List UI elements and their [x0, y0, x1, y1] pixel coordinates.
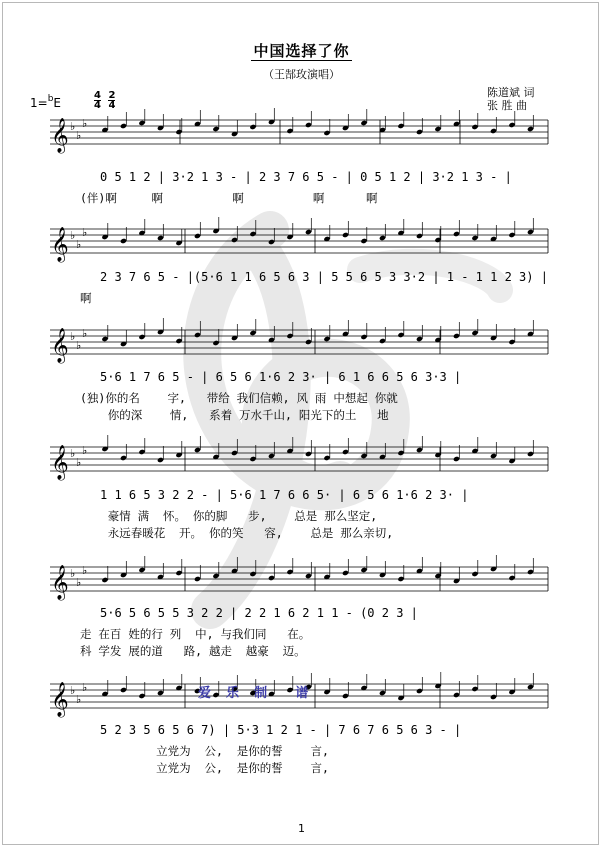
flat-icon: ♭: [82, 226, 88, 239]
jianpu-line-6: 5 2 3 5 6 5 6 7) | 5·3 1 2 1 - | 7 6 7 6 5 6 3 - |: [100, 723, 462, 737]
key-signature: 1=$^b$E: [30, 94, 62, 110]
song-title: 中国选择了你: [253, 42, 350, 60]
jianpu-line-5: 5·6 5 6 5 5 3 2 2 | 2 2 1 6 2 1 1 - (0 2 3 |: [100, 606, 418, 620]
lyric-line: 科 学发 展的道 路, 越走 越豪 迈。: [80, 644, 306, 658]
staff-2: [50, 217, 548, 263]
page-number: 1: [298, 822, 305, 835]
treble-clef-icon: 𝄞: [51, 118, 69, 153]
flat-icon: ♭: [82, 117, 88, 130]
flat-icon: ♭: [70, 330, 76, 343]
flat-icon: ♭: [76, 576, 82, 589]
publisher-stamp: 爱 乐 制 谱: [198, 686, 311, 701]
flat-icon: ♭: [82, 444, 88, 457]
flat-icon: ♭: [76, 693, 82, 706]
treble-clef-icon: 𝄞: [51, 227, 69, 262]
time-signature: $\frac{4}{4}$ $\frac{2}{4}$: [94, 90, 116, 111]
flat-icon: ♭: [76, 339, 82, 352]
jianpu-line-2: 2 3 7 6 5 - |(5·6 1 1 6 5 6 3 | 5 5 6 5 3 3·2 | 1 - 1 1 2 3) |: [100, 270, 548, 284]
lyricist-credit: 陈道斌 词: [487, 86, 535, 99]
treble-clef-icon: 𝄞: [51, 682, 69, 717]
staff-5: [50, 555, 548, 601]
staff-3: [50, 318, 548, 364]
treble-clef-icon: 𝄞: [51, 445, 69, 480]
jianpu-line-4: 1 1 6 5 3 2 2 - | 5·6 1 7 6 6 5· | 6 5 6 1·6 2 3· |: [100, 488, 469, 502]
flat-icon: ♭: [82, 681, 88, 694]
lyric-line: 立党为 公, 是你的誓 言,: [80, 761, 329, 775]
jianpu-line-3: 5·6 1 7 6 5 - | 6 5 6 1·6 2 3· | 6 1 6 6 5 6 3·3 |: [100, 370, 462, 384]
flat-icon: ♭: [70, 567, 76, 580]
lyric-line: 豪情 满 怀。 你的脚 步, 总是 那么坚定,: [80, 509, 378, 523]
treble-clef-icon: 𝄞: [51, 328, 69, 363]
lyric-line: (伴)啊 啊 啊 啊 啊: [80, 191, 378, 205]
lyric-line: 立党为 公, 是你的誓 言,: [80, 744, 329, 758]
flat-icon: ♭: [82, 564, 88, 577]
staff-4: [50, 435, 548, 481]
flat-icon: ♭: [70, 120, 76, 133]
lyric-line: 你的深 情, 系着 万水千山, 阳光下的土 地: [80, 408, 389, 422]
flat-icon: ♭: [82, 327, 88, 340]
composer-credit: 张 胜 曲: [487, 99, 527, 112]
song-subtitle: （王郜玫演唱）: [263, 68, 340, 81]
lyric-line: 啊: [80, 291, 92, 305]
lyric-line: 永远春暖花 开。 你的笑 容, 总是 那么亲切,: [80, 526, 394, 540]
flat-icon: ♭: [70, 684, 76, 697]
flat-icon: ♭: [76, 456, 82, 469]
jianpu-line-1: 0 5 1 2 | 3·2 1 3 - | 2 3 7 6 5 - | 0 5 1 2 | 3·2 1 3 - |: [100, 170, 512, 184]
staff-1: [50, 108, 548, 154]
lyric-line: (独)你的名 字, 带给 我们信赖, 风 雨 中想起 你就: [80, 391, 398, 405]
flat-icon: ♭: [70, 447, 76, 460]
treble-clef-icon: 𝄞: [51, 565, 69, 600]
flat-icon: ♭: [76, 129, 82, 142]
flat-icon: ♭: [76, 238, 82, 251]
lyric-line: 走 在百 姓的行 列 中, 与我们同 在。: [80, 627, 311, 641]
flat-icon: ♭: [70, 229, 76, 242]
